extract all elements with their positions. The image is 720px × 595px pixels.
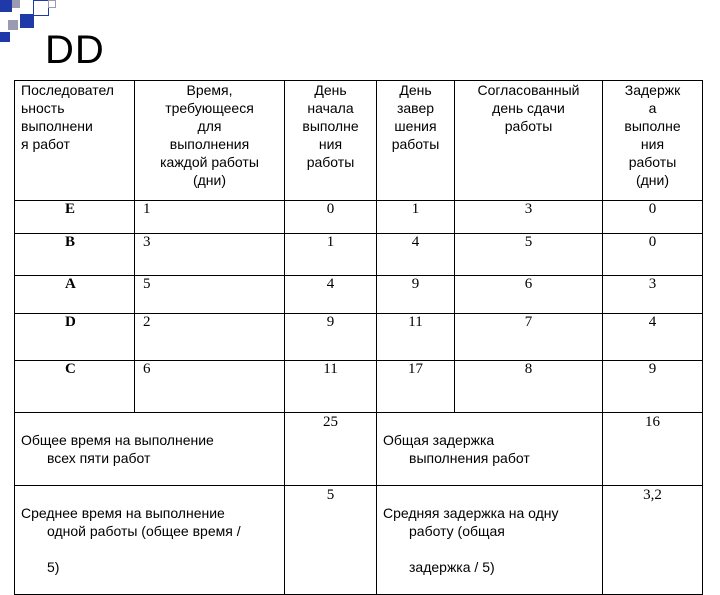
deco-square-outline <box>33 0 49 16</box>
header-finish-day: День завер шения работы <box>377 81 455 201</box>
deco-square-blue <box>20 14 34 28</box>
start-cell: 9 <box>285 314 377 361</box>
finish-cell: 1 <box>377 201 455 234</box>
total-delay-label <box>377 413 603 486</box>
header-row <box>15 81 703 201</box>
avg-delay-label-line: Средняя задержка на одну <box>383 505 559 521</box>
duration-cell: 3 <box>135 234 285 276</box>
avg-time-label-line: Среднее время на выполнение <box>21 505 225 521</box>
table-row <box>15 201 703 234</box>
total-delay-label-line: выполнения работ <box>409 450 530 466</box>
total-delay-value: 16 <box>603 413 703 486</box>
delay-cell: 0 <box>603 201 703 234</box>
task-cell: D <box>15 314 135 361</box>
task-cell: C <box>15 361 135 413</box>
finish-cell: 17 <box>377 361 455 413</box>
header-delay: Задержк а выполне ния работы (дни) <box>603 81 703 201</box>
avg-time-label-line: одной работы (общее время / <box>47 523 241 539</box>
summary-row-total <box>15 413 703 486</box>
total-time-label <box>15 413 285 486</box>
deco-square-gray <box>12 0 20 8</box>
deco-square-blue <box>0 32 10 42</box>
schedule-table <box>14 80 703 595</box>
total-time-label-line: Общее время на выполнение <box>21 432 214 448</box>
table-row <box>15 314 703 361</box>
duration-cell: 6 <box>135 361 285 413</box>
total-time-value: 25 <box>285 413 377 486</box>
finish-cell: 11 <box>377 314 455 361</box>
avg-delay-label-line: задержка / 5) <box>409 559 495 575</box>
delay-cell: 3 <box>603 276 703 314</box>
task-cell: A <box>15 276 135 314</box>
due-cell: 3 <box>455 201 603 234</box>
finish-cell: 4 <box>377 234 455 276</box>
task-cell: E <box>15 201 135 234</box>
header-due-day: Согласованный день сдачи работы <box>455 81 603 201</box>
table-row <box>15 276 703 314</box>
total-time-label-line: всех пяти работ <box>47 450 151 466</box>
summary-row-average <box>15 486 703 595</box>
avg-time-label <box>15 486 285 595</box>
task-cell: B <box>15 234 135 276</box>
header-start-day: День начала выполне ния работы <box>285 81 377 201</box>
duration-cell: 2 <box>135 314 285 361</box>
delay-cell: 0 <box>603 234 703 276</box>
deco-square-outline <box>48 0 56 8</box>
start-cell: 4 <box>285 276 377 314</box>
deco-square-blue <box>0 0 12 12</box>
avg-delay-value: 3,2 <box>603 486 703 595</box>
avg-time-value: 5 <box>285 486 377 595</box>
deco-square-gray <box>8 20 18 30</box>
start-cell: 1 <box>285 234 377 276</box>
start-cell: 11 <box>285 361 377 413</box>
delay-cell: 9 <box>603 361 703 413</box>
due-cell: 5 <box>455 234 603 276</box>
avg-delay-label <box>377 486 603 595</box>
avg-time-label-line: 5) <box>47 559 60 575</box>
header-sequence: Последовател ьность выполнени я работ <box>15 81 135 201</box>
duration-cell: 1 <box>135 201 285 234</box>
table-row <box>15 234 703 276</box>
due-cell: 8 <box>455 361 603 413</box>
page-title: DD <box>45 28 105 72</box>
avg-delay-label-line: работу (общая <box>409 523 505 539</box>
total-delay-label-line: Общая задержка <box>383 432 495 448</box>
finish-cell: 9 <box>377 276 455 314</box>
duration-cell: 5 <box>135 276 285 314</box>
start-cell: 0 <box>285 201 377 234</box>
due-cell: 6 <box>455 276 603 314</box>
table-row <box>15 361 703 413</box>
header-duration: Время, требующееся для выполнения каждой работы (дни) <box>135 81 285 201</box>
due-cell: 7 <box>455 314 603 361</box>
delay-cell: 4 <box>603 314 703 361</box>
